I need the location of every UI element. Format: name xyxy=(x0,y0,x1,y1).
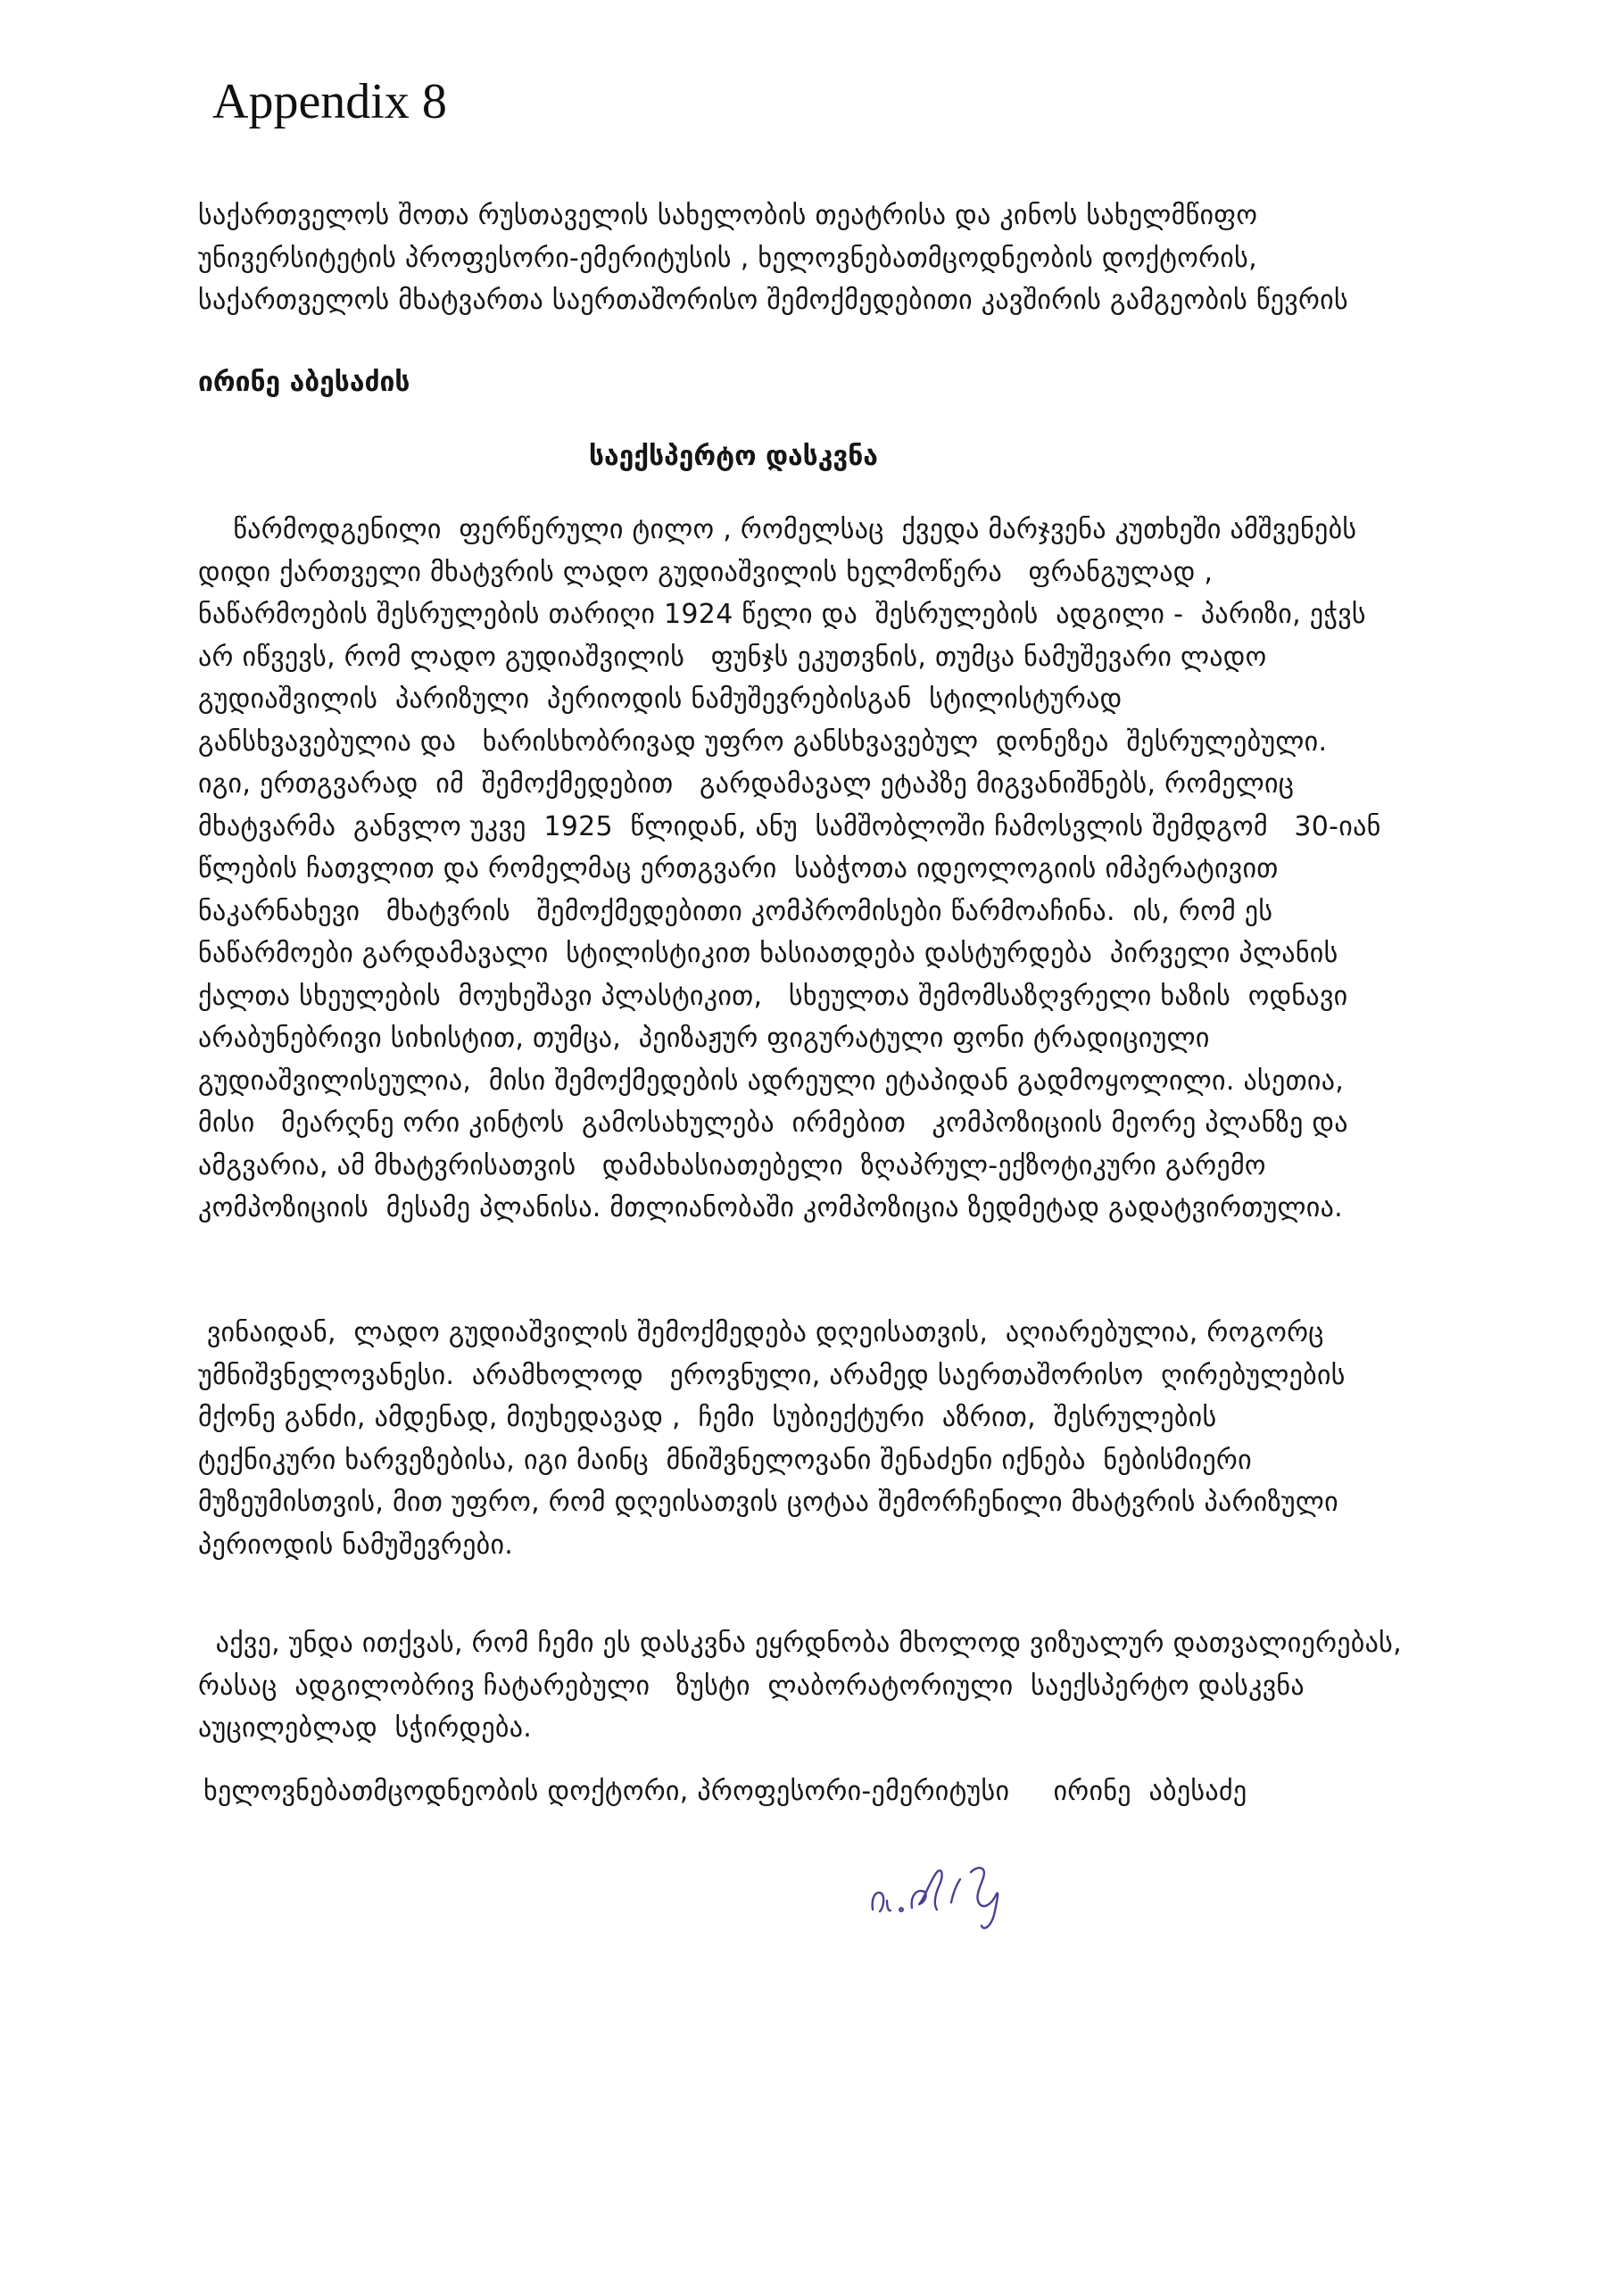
paragraph-3 xyxy=(198,1622,1465,1750)
paragraph-line: უმნიშვნელოვანესი. არამხოლოდ ეროვნული, არამედ საერთაშორისო ღირებულების xyxy=(198,1359,1346,1391)
paragraph-line: წლების ჩათვლით და რომელმაც ერთგვარი საბჭოთა იდეოლოგიის იმპერატივით xyxy=(198,853,1279,884)
paragraph-line: იგი, ერთგვარად იმ შემოქმედებით გარდამავალ ეტაპზე მიგვანიშნებს, რომელიც xyxy=(198,768,1295,800)
paragraph-2 xyxy=(198,1312,1465,1566)
paragraph-line: ნაკარნახევი მხატვრის შემოქმედებითი კომპრომისები წარმოაჩინა. ის, რომ ეს xyxy=(198,895,1273,927)
paragraph-line: რასაც ადგილობრივ ჩატარებული ზუსტი ლაბორატორიული საექსპერტო დასკვნა xyxy=(198,1670,1305,1702)
paragraph-line: ნაწარმოები გარდამავალი სტილისტიკით ხასიათდება დასტურდება პირველი პლანის xyxy=(198,938,1338,969)
paragraph-line: განსხვავებულია და ხარისხობრივად უფრო განსხვავებულ დონეზეა შესრულებული. xyxy=(198,725,1328,758)
paragraph-line: ქალთა სხეულების მოუხეშავი პლასტიკით, სხეულთა შემომსაზღვრელი ხაზის ოდნავი xyxy=(198,980,1348,1012)
signature-ink xyxy=(873,1868,998,1928)
appendix-heading: Appendix 8 xyxy=(212,74,447,129)
paragraph-line: გუდიაშვილისეულია, მისი შემოქმედების ადრეული ეტაპიდან გადმოყოლილი. ასეთია, xyxy=(198,1065,1345,1097)
intro-line: საქართველოს შოთა რუსთაველის სახელობის თეატრისა და კინოს სახელმწიფო xyxy=(198,200,1258,231)
paragraph-line: აქვე, უნდა ითქვას, რომ ჩემი ეს დასკვნა ეყრდნობა მხოლოდ ვიზუალურ დათვალიერებას, xyxy=(198,1628,1402,1659)
paragraph-line: ტექნიკური ხარვეზებისა, იგი მაინც მნიშვნელოვანი შენაძენი იქნება ნებისმიერი xyxy=(198,1444,1252,1476)
paragraph-line: არაბუნებრივი სიხისტით, თუმცა, პეიზაჟურ ფიგურატული ფონი ტრადიციული xyxy=(198,1023,1210,1054)
paragraph-line: მუზეუმისთვის, მით უფრო, რომ დღეისათვის ცოტაა შემორჩენილი მხატვრის პარიზული xyxy=(198,1487,1338,1518)
paragraph-line: დიდი ქართველი მხატვრის ლადო გუდიაშვილის ხელმოწერა ფრანგულად , xyxy=(198,556,1214,588)
paragraph-line: აუცილებლად სჭირდება. xyxy=(198,1712,533,1744)
paragraph-line: ვინაიდან, ლადო გუდიაშვილის შემოქმედება დღეისათვის, აღიარებულია, როგორც xyxy=(198,1317,1324,1348)
paragraph-line: წარმოდგენილი ფერწერული ტილო , რომელსაც ქვედა მარჯვენა კუთხეში ამშვენებს xyxy=(198,514,1357,545)
paragraph-line: მისი მეარღნე ორი კინტოს გამოსახულება ირმებით კომპოზიციის მეორე პლანზე და xyxy=(198,1107,1348,1139)
paragraph-line: მქონე განძი, ამდენად, მიუხედავად , ჩემი სუბიექტური აზრით, შესრულების xyxy=(198,1402,1217,1433)
paragraph-line: ამგვარია, ამ მხატვრისათვის დამახასიათებელი ზღაპრულ-ექზოტიკური გარემო xyxy=(198,1149,1266,1181)
signature-caption: ხელოვნებათმცოდნეობის დოქტორი, პროფესორი-ემერიტუსი ირინე აბესაძე xyxy=(203,1776,1247,1807)
handwritten-signature xyxy=(866,1845,1035,1935)
paragraph-line: გუდიაშვილის პარიზული პერიოდის ნამუშევრებისგან სტილისტურად xyxy=(198,684,1123,715)
paragraph-line: არ იწვევს, რომ ლადო გუდიაშვილის ფუნჯს ეკუთვნის, თუმცა ნამუშევარი ლადო xyxy=(198,641,1267,673)
paragraph-line: კომპოზიციის მესამე პლანისა. მთლიანობაში კომპოზიცია ზედმეტად გადატვირთულია. xyxy=(198,1192,1343,1223)
paragraph-1 xyxy=(198,509,1465,1230)
paragraph-line: პერიოდის ნამუშევრები. xyxy=(198,1529,514,1561)
intro-block xyxy=(198,195,1465,322)
document-title: საექსპერტო დასკვნა xyxy=(589,441,878,472)
intro-line: უნივერსიტეტის პროფესორი-ემერიტუსის , ხელოვნებათმცოდნეობის დოქტორის, xyxy=(198,242,1257,274)
intro-line: საქართველოს მხატვართა საერთაშორისო შემოქმედებითი კავშირის გამგეობის წევრის xyxy=(198,285,1348,316)
paragraph-line: ნაწარმოების შესრულების თარიღი 1924 წელი და შესრულების ადგილი - პარიზი, ეჭვს xyxy=(198,599,1366,630)
author-name: ირინე აბესაძის xyxy=(198,367,410,398)
paragraph-line: მხატვარმა განვლო უკვე 1925 წლიდან, ანუ სამშობლოში ჩამოსვლის შემდგომ 30-იან xyxy=(198,810,1381,842)
